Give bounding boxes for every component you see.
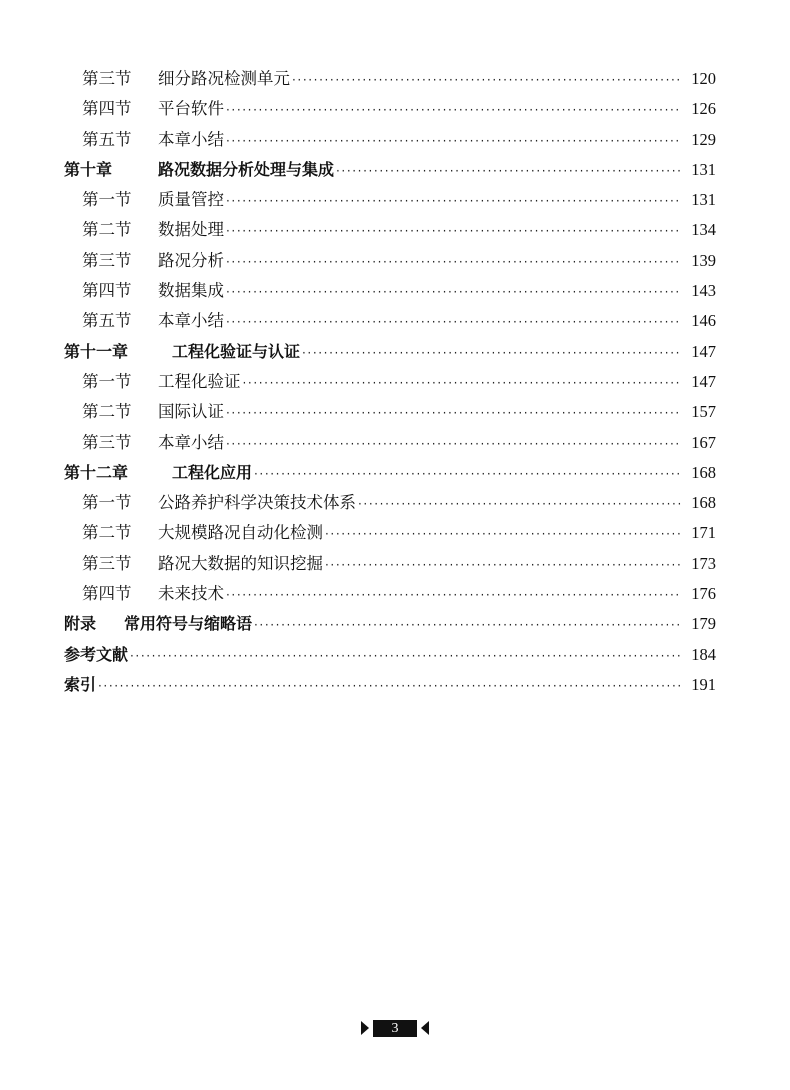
entry-title: 工程化应用 — [172, 462, 253, 482]
section-number: 第一节 — [82, 493, 132, 513]
entry-title: 本章小结 — [158, 432, 224, 452]
page-number: 120 — [691, 69, 716, 88]
entry-title: 工程化验证与认证 — [172, 341, 301, 361]
toc-entry-index[interactable] — [64, 670, 716, 700]
section-number: 第四节 — [82, 99, 132, 119]
page-number: 143 — [691, 281, 716, 301]
page-number: 134 — [691, 220, 716, 240]
page-number: 147 — [691, 371, 716, 391]
dot-leader — [254, 458, 682, 488]
toc-entry-section[interactable] — [64, 367, 716, 397]
page-number: 168 — [691, 462, 716, 482]
dot-leader — [302, 337, 682, 367]
table-of-contents — [64, 64, 716, 700]
page-number: 139 — [691, 250, 716, 270]
dot-leader — [226, 579, 682, 609]
dot-leader — [358, 488, 682, 518]
section-number: 第五节 — [82, 311, 132, 331]
entry-title: 路况大数据的知识挖掘 — [158, 553, 323, 573]
toc-entry-section[interactable] — [64, 306, 716, 336]
toc-entry-section[interactable] — [64, 125, 716, 155]
entry-title: 大规模路况自动化检测 — [158, 523, 323, 543]
chapter-number: 第十章 — [64, 159, 113, 179]
dot-leader — [130, 640, 682, 670]
entry-title: 数据集成 — [158, 281, 224, 301]
entry-title: 细分路况检测单元 — [158, 69, 290, 88]
page-number: 179 — [691, 614, 716, 634]
toc-entry-section[interactable] — [64, 518, 716, 548]
section-number: 第四节 — [82, 281, 132, 301]
page-number: 131 — [691, 159, 716, 179]
toc-entry-section[interactable] — [64, 488, 716, 518]
section-number: 第三节 — [82, 432, 132, 452]
entry-title: 平台软件 — [158, 99, 224, 119]
entry-title: 数据处理 — [158, 220, 224, 240]
dot-leader — [226, 125, 682, 155]
dot-leader — [254, 609, 682, 639]
section-number: 第二节 — [82, 220, 132, 240]
arrow-left-icon — [421, 1021, 429, 1035]
section-number: 第一节 — [82, 371, 132, 391]
toc-entry-section[interactable] — [64, 185, 716, 215]
footer-page-number: 3 — [373, 1020, 417, 1037]
section-number: 第三节 — [82, 250, 132, 270]
chapter-number: 第十一章 — [64, 341, 129, 361]
section-number: 第五节 — [82, 129, 132, 149]
dot-leader — [336, 155, 682, 185]
toc-entry-section[interactable] — [64, 549, 716, 579]
dot-leader — [226, 246, 682, 276]
page-number: 157 — [691, 402, 716, 422]
toc-entry-section[interactable] — [64, 428, 716, 458]
dot-leader — [226, 185, 682, 215]
page-number: 146 — [691, 311, 716, 331]
appendix-label: 附录 — [64, 614, 97, 634]
toc-entry-chapter[interactable] — [64, 337, 716, 367]
dot-leader — [325, 549, 682, 579]
dot-leader — [292, 64, 682, 94]
toc-entry-section[interactable] — [64, 397, 716, 427]
entry-title: 路况数据分析处理与集成 — [158, 159, 335, 179]
page-number: 168 — [691, 493, 716, 513]
page-number: 129 — [691, 129, 716, 149]
entry-title: 路况分析 — [158, 250, 224, 270]
page-number: 171 — [691, 523, 716, 543]
entry-title: 国际认证 — [158, 402, 224, 422]
entry-title: 工程化验证 — [158, 371, 241, 391]
chapter-number: 第十二章 — [64, 462, 129, 482]
dot-leader — [226, 397, 682, 427]
section-number: 第三节 — [82, 69, 132, 88]
dot-leader — [226, 94, 682, 124]
entry-title: 本章小结 — [158, 129, 224, 149]
page-number: 184 — [691, 644, 716, 664]
toc-entry-chapter[interactable] — [64, 155, 716, 185]
toc-entry-section[interactable] — [64, 94, 716, 124]
page-footer — [0, 1018, 790, 1038]
toc-entry-section[interactable] — [64, 215, 716, 245]
toc-entry-section[interactable] — [64, 276, 716, 306]
entry-title: 索引 — [64, 674, 97, 694]
toc-entry-chapter[interactable] — [64, 458, 716, 488]
page-number: 173 — [691, 553, 716, 573]
toc-entry-section[interactable] — [64, 64, 716, 94]
entry-title: 常用符号与缩略语 — [124, 614, 253, 634]
toc-entry-appendix[interactable] — [64, 609, 716, 639]
page-number: 126 — [691, 99, 716, 119]
page-number: 131 — [691, 190, 716, 210]
entry-title: 质量管控 — [158, 190, 224, 210]
section-number: 第三节 — [82, 553, 132, 573]
dot-leader — [226, 428, 682, 458]
entry-title: 参考文献 — [64, 644, 129, 664]
section-number: 第二节 — [82, 402, 132, 422]
page-number: 147 — [691, 341, 716, 361]
arrow-right-icon — [361, 1021, 369, 1035]
dot-leader — [98, 670, 682, 700]
dot-leader — [243, 367, 683, 397]
toc-entry-section[interactable] — [64, 246, 716, 276]
toc-entry-section[interactable] — [64, 579, 716, 609]
section-number: 第二节 — [82, 523, 132, 543]
entry-title: 公路养护科学决策技术体系 — [158, 493, 356, 513]
dot-leader — [226, 306, 682, 336]
entry-title: 本章小结 — [158, 311, 224, 331]
entry-title: 未来技术 — [158, 584, 224, 604]
page-number: 176 — [691, 584, 716, 604]
section-number: 第四节 — [82, 584, 132, 604]
dot-leader — [226, 276, 682, 306]
page-number: 191 — [691, 674, 716, 694]
section-number: 第一节 — [82, 190, 132, 210]
dot-leader — [325, 518, 682, 548]
dot-leader — [226, 215, 682, 245]
page-number: 167 — [691, 432, 716, 452]
toc-entry-references[interactable] — [64, 640, 716, 670]
